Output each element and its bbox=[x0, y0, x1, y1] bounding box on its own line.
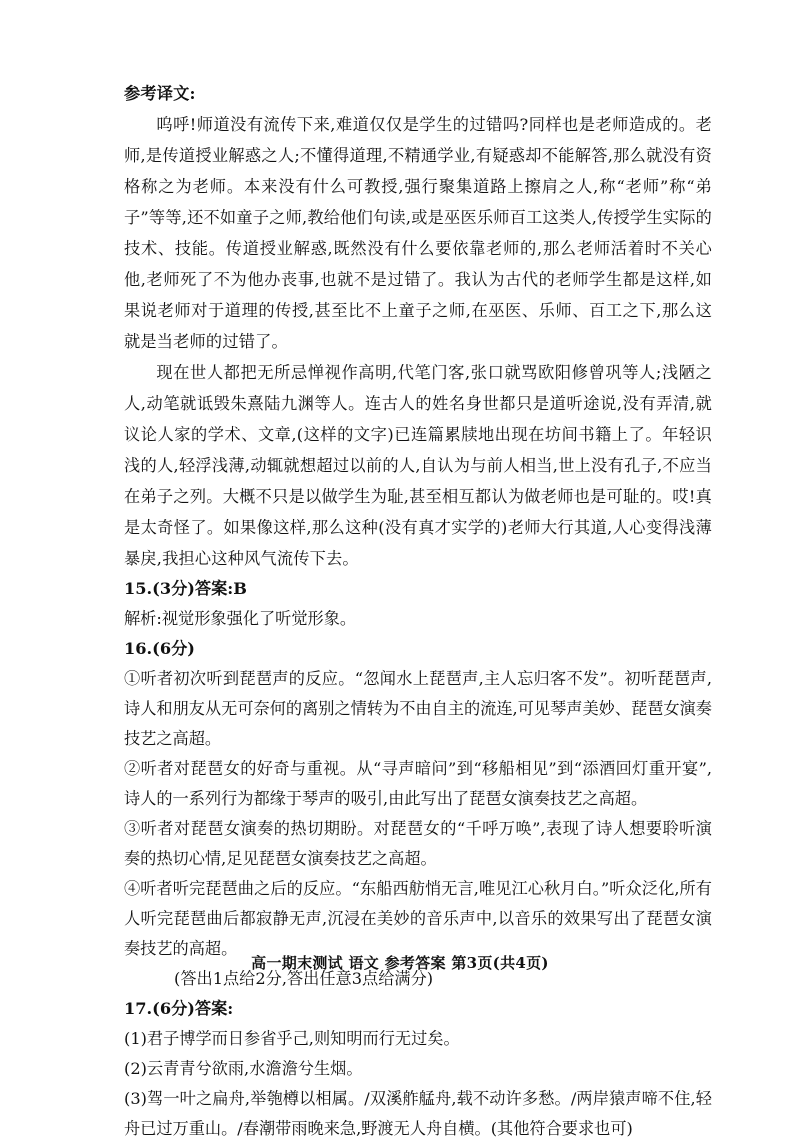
q16-point-3: ③听者对琵琶女演奏的热切期盼。对琵琶女的“千呼万唤”,表现了诗人想要聆听演奏的热切心情,足见琵琶女演奏技艺之高超。 bbox=[124, 819, 712, 868]
question-17 bbox=[124, 994, 712, 1144]
q16-point-1: ①听者初次听到琵琶声的反应。“忽闻水上琵琶声,主人忘归客不发”。初听琵琶声,诗人和朋友从无可奈何的离别之情转为不由自主的流连,可见琴声美妙、琵琶女演奏技艺之高超。 bbox=[124, 669, 712, 748]
q16-scoring-note: (答出1点给2分,答出任意3点给满分) bbox=[174, 969, 434, 988]
q17-answer-3: (3)驾一叶之扁舟,举匏樽以相属。/双溪舴艋舟,载不动许多愁。/两岸猿声啼不住,轻舟已过万重山。/春潮带雨晚来急,野渡无人舟自横。(其他符合要求也可) bbox=[124, 1089, 712, 1138]
q17-answer-1: (1)君子博学而日参省乎己,则知明而行无过矣。 bbox=[124, 1029, 460, 1048]
translation-heading: 参考译文: bbox=[124, 84, 196, 103]
translation-paragraph-2: 现在世人都把无所忌惮视作高明,代笔门客,张口就骂欧阳修曾巩等人;浅陋之人,动笔就诋毁朱熹陆九渊等人。连古人的姓名身世都只是道听途说,没有弄清,就议论人家的学术、文章,(这样的文字)已连篇累牍地出现在坊间书籍上了。年轻识浅的人,轻浮浅薄,动辄就想超过以前的人,自认为与前人相当,世上没有孔子,不应当在弟子之列。大概不只是以做学生为耻,甚至相互都认为做老师也是可耻的。哎!真是太奇怪了。如果像这样,那么这种(没有真才实学的)老师大行其道,人心变得浅薄暴戾,我担心这种风气流传下去。 bbox=[124, 363, 712, 568]
question-16 bbox=[124, 634, 712, 994]
q17-title: 17.(6分)答案: bbox=[124, 999, 234, 1018]
q16-title: 16.(6分) bbox=[124, 639, 195, 658]
q15-analysis: 解析:视觉形象强化了听觉形象。 bbox=[124, 609, 357, 628]
question-15 bbox=[124, 574, 712, 634]
page-content bbox=[124, 78, 712, 1144]
translation-paragraph-1: 呜呼!师道没有流传下来,难道仅仅是学生的过错吗?同样也是老师造成的。老师,是传道授业解惑之人;不懂得道理,不精通学业,有疑惑却不能解答,那么就没有资格称之为老师。本来没有什么可教授,强行聚集道路上擦肩之人,称“老师”称“弟子”等等,还不如童子之师,教给他们句读,或是巫医乐师百工这类人,传授学生实际的技术、技能。传道授业解惑,既然没有什么要依靠老师的,那么老师活着时不关心他,老师死了不为他办丧事,也就不是过错了。我认为古代的老师学生都是这样,如果说老师对于道理的传授,甚至比不上童子之师,在巫医、乐师、百工之下,那么这就是当老师的过错了。 bbox=[124, 115, 712, 351]
page-footer: 高一期末测试 语文 参考答案 第3页(共4页) bbox=[251, 954, 549, 972]
reference-translation bbox=[124, 78, 712, 574]
q16-point-2: ②听者对琵琶女的好奇与重视。从“寻声暗问”到“移船相见”到“添酒回灯重开宴”,诗人的一系列行为都缘于琴声的吸引,由此写出了琵琶女演奏技艺之高超。 bbox=[124, 759, 712, 808]
q15-title: 15.(3分)答案:B bbox=[124, 579, 247, 598]
q16-point-4: ④听者听完琵琶曲之后的反应。“东船西舫悄无言,唯见江心秋月白。”听众泛化,所有人听完琵琶曲后都寂静无声,沉浸在美妙的音乐声中,以音乐的效果写出了琵琶女演奏技艺的高超。 bbox=[124, 879, 712, 958]
q17-answer-2: (2)云青青兮欲雨,水澹澹兮生烟。 bbox=[124, 1059, 363, 1078]
